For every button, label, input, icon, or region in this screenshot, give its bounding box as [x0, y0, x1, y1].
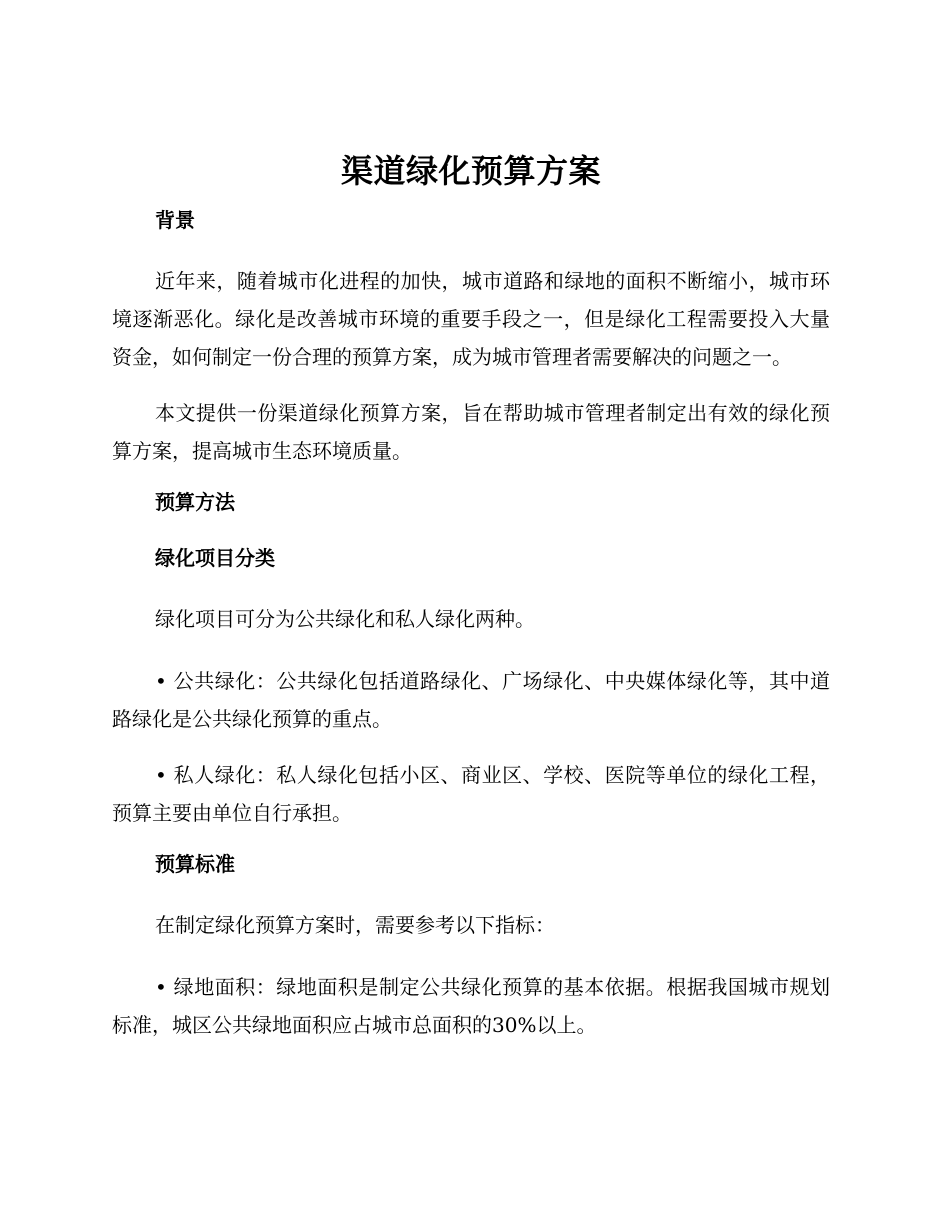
green-area-list-item: • 绿地面积：绿地面积是制定公共绿化预算的基本依据。根据我国城市规划标准，城区公共绿地面积应占城市总面积的30%以上。 — [112, 975, 830, 1037]
background-paragraph-1: 近年来，随着城市化进程的加快，城市道路和绿地的面积不断缩小，城市环境逐渐恶化。绿化是改善城市环境的重要手段之一，但是绿化工程需要投入大量资金，如何制定一份合理的预算方案，成为城市管理者需要解决的问题之一。 — [112, 269, 830, 369]
document-content — [112, 150, 830, 1062]
budget-standard-heading: 预算标准 — [155, 852, 235, 876]
background-paragraph-2: 本文提供一份渠道绿化预算方案，旨在帮助城市管理者制定出有效的绿化预算方案，提高城市生态环境质量。 — [112, 401, 830, 463]
budget-method-heading: 预算方法 — [155, 490, 235, 514]
background-heading: 背景 — [155, 208, 195, 232]
page-title: 渠道绿化预算方案 — [340, 152, 601, 190]
budget-standard-intro: 在制定绿化预算方案时，需要参考以下指标： — [155, 913, 555, 937]
private-greening-list-item: • 私人绿化：私人绿化包括小区、商业区、学校、医院等单位的绿化工程，预算主要由单位自行承担。 — [112, 763, 830, 825]
public-greening-list-item: • 公共绿化：公共绿化包括道路绿化、广场绿化、中央媒体绿化等，其中道路绿化是公共绿化预算的重点。 — [112, 669, 830, 731]
classification-intro: 绿化项目可分为公共绿化和私人绿化两种。 — [155, 607, 535, 631]
project-classification-heading: 绿化项目分类 — [155, 546, 275, 570]
